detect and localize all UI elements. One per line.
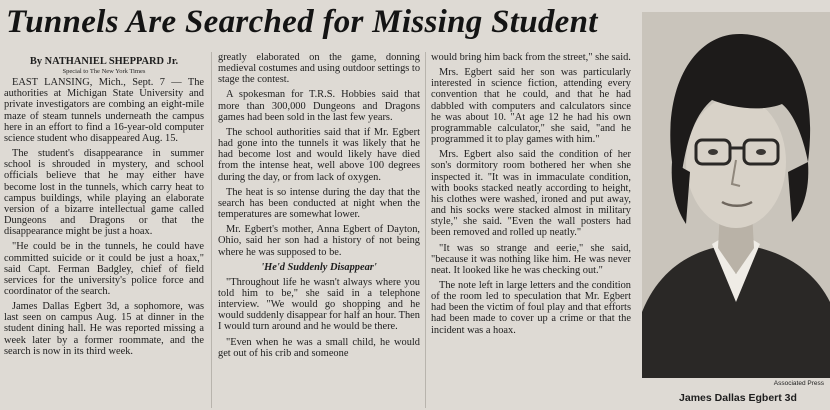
paragraph: "Throughout life he wasn't always where you told him to be," she said in a telephone interview. "We would go shopping and he would suddenly disappear for half an hour. Then I would turn around and he would be there.: [218, 276, 420, 333]
headline: Tunnels Are Searched for Missing Student: [6, 4, 598, 40]
paragraph: Mrs. Egbert also said the condition of her son's dormitory room bothered her when she inspected it. "It was in immaculate condition, with books stacked neatly according to height, his clothes were washed, ironed and put away, and his socks were stacked almost in military style," she said. "Even the wall posters had been removed and rolled up neatly.": [431, 149, 631, 239]
paragraph: EAST LANSING, Mich., Sept. 7 — The authorities at Michigan State University and private investigators are combing an eight-mile maze of steam tunnels underneath the campus here in an effort to find a 16-year-old computer science student who disappeared Aug. 15.: [4, 77, 204, 144]
portrait-illustration: [642, 12, 830, 378]
paragraph: The note left in large letters and the condition of the room led to speculation that Mr. Egbert had been the victim of foul play and that efforts had been made to cover up a crime or that the incident was a hoax.: [431, 279, 631, 336]
paragraph: James Dallas Egbert 3d, a sophomore, was last seen on campus Aug. 15 at dinner in the student dining hall. He was reported missing a week later by a former roommate, and the search is now in its third week.: [4, 301, 204, 357]
student-portrait-photo: [642, 12, 830, 378]
paragraph: Mr. Egbert's mother, Anna Egbert of Dayton, Ohio, said her son had a history of not being where he was supposed to be.: [218, 224, 420, 258]
column-rule: [211, 52, 212, 408]
column-1: [4, 56, 204, 410]
byline: By NATHANIEL SHEPPARD Jr.: [29, 56, 179, 67]
paragraph: The heat is so intense during the day that the search has been conducted at night when the temperatures are somewhat lower.: [218, 186, 420, 221]
photo-caption: James Dallas Egbert 3d: [679, 392, 797, 404]
paragraph: The school authorities said that if Mr. Egbert had gone into the tunnels it was likely that he had become lost and would likely have died from the intense heat, well above 100 degrees during the day, or from lack of oxygen.: [218, 126, 420, 183]
paragraph: "He could be in the tunnels, he could have committed suicide or it could be just a hoax," said Capt. Ferman Badgley, chief of field services for the university's police force and coordinator of the search.: [4, 241, 204, 297]
paragraph: The student's disappearance in summer school is shrouded in mystery, and school officials believe that he may either have become lost in the tunnels, which carry heat to campus buildings, while playing an elaborate version of a bizarre intellectual game called Dungeons and Dragons or that the disappearance might be just a hoax.: [4, 148, 204, 238]
paragraph: A spokesman for T.R.S. Hobbies said that more than 300,000 Dungeons and Dragons games had been sold in the last few years.: [218, 89, 420, 123]
paragraph: Mrs. Egbert said her son was particularly interested in science fiction, attending every convention that he could, and that he had dabbled with computers and calculators since he was about 10. "At age 12 he had his own programmable calculator," she said, "and he programmed it to play games with him.": [431, 67, 631, 146]
subheading: 'He'd Suddenly Disappear': [261, 261, 377, 273]
paragraph: "Even when he was a small child, he would get out of his crib and someone: [218, 336, 420, 359]
photo-credit: Associated Press: [773, 380, 824, 387]
column-2: [218, 52, 420, 410]
paragraph: greatly elaborated on the game, donning medieval costumes and using outdoor settings to stage the contest.: [218, 52, 420, 86]
paragraph: "It was so strange and eerie," she said, "because it was nothing like him. He was never neat. It looked like he was checking out.": [431, 242, 631, 276]
column-3: [431, 52, 631, 410]
paragraph: would bring him back from the street," she said.: [431, 52, 631, 63]
dateline-source: Special to The New York Times: [62, 68, 146, 76]
column-rule: [425, 52, 426, 408]
